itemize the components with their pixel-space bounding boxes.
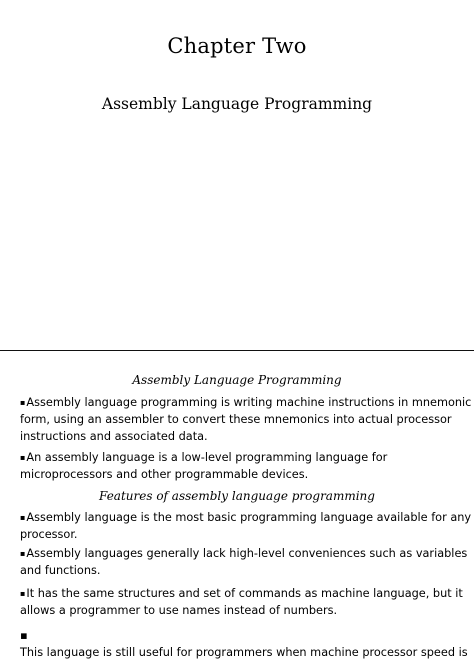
chapter-subtitle: Assembly Language Programming xyxy=(101,95,373,113)
bullet-text: This language is still useful for programmers when machine processor speed is xyxy=(20,646,468,659)
bullet-line xyxy=(20,449,460,466)
bullet-text: Assembly languages generally lack high-level conveniences such as variables xyxy=(26,547,468,560)
bullet-marker: ▪ xyxy=(20,398,26,407)
bullet-text: Assembly language is the most basic programming language available for any xyxy=(26,511,472,524)
bullet-line xyxy=(20,394,472,411)
bullet-line xyxy=(20,509,472,526)
chapter-title: Chapter Two xyxy=(167,34,307,58)
bullet-item xyxy=(20,509,472,543)
section-heading-features: Features of assembly language programming xyxy=(99,489,375,503)
bullet-item xyxy=(20,545,468,579)
bullet-line: and functions. xyxy=(20,564,101,577)
bullet-text: It has the same structures and set of commands as machine language, but it xyxy=(26,587,463,600)
bullet-item-cutoff xyxy=(20,627,468,659)
bullet-marker: ▪ xyxy=(20,513,26,522)
bullet-item xyxy=(20,449,460,483)
bullet-text: An assembly language is a low-level programming language for xyxy=(26,451,388,464)
bullet-marker: ▪ xyxy=(20,589,26,598)
bullet-text: Assembly language programming is writing machine instructions in mnemonic xyxy=(26,396,472,409)
bullet-line xyxy=(20,585,463,602)
bullet-marker: ▪ xyxy=(20,549,26,558)
bullet-line xyxy=(20,627,468,661)
bullet-line: instructions and associated data. xyxy=(20,430,208,443)
bullet-line: form, using an assembler to convert these mnemonics into actual processor xyxy=(20,413,452,426)
bullet-marker: ▪ xyxy=(20,453,26,462)
bullet-item xyxy=(20,585,463,619)
bullet-line: allows a programmer to use names instead of numbers. xyxy=(20,604,338,617)
bullet-line: processor. xyxy=(20,528,78,541)
section-heading-assembly: Assembly Language Programming xyxy=(132,373,342,387)
bullet-line: microprocessors and other programmable devices. xyxy=(20,468,309,481)
bullet-marker: ▪ xyxy=(20,629,28,642)
bullet-item xyxy=(20,394,472,445)
bullet-line xyxy=(20,545,468,562)
